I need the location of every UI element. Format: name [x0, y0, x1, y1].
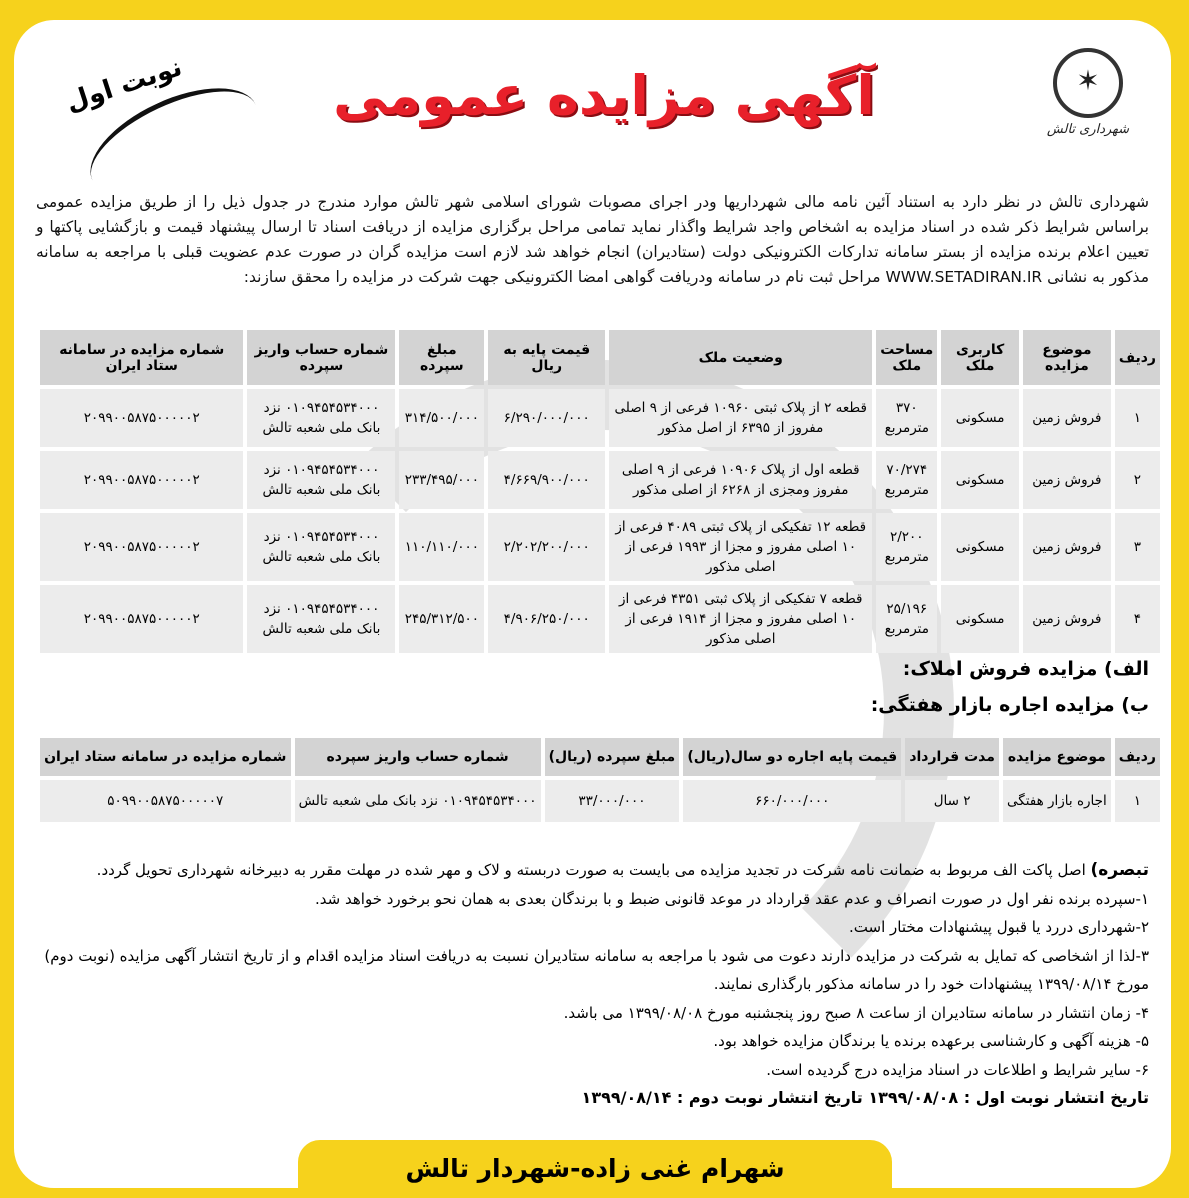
column-header: شماره مزایده در سامانه ستاد ایران	[40, 738, 291, 776]
column-header: مدت قرارداد	[905, 738, 999, 776]
cell-account: ۰۱۰۹۴۵۴۵۳۴۰۰۰ نزد بانک ملی شعبه تالش	[247, 451, 395, 509]
cell-deposit: ۳۱۴/۵۰۰/۰۰۰	[399, 389, 484, 447]
cell-area: ۲۵/۱۹۶ مترمربع	[876, 585, 937, 653]
note-item: ۶- سایر شرایط و اطلاعات در اسناد مزایده درج گردیده است.	[766, 1060, 1149, 1079]
table-row	[40, 780, 1160, 822]
notes	[36, 856, 1149, 1113]
note-main	[36, 856, 1149, 885]
cell-price: ۴/۶۶۹/۹۰۰/۰۰۰	[488, 451, 605, 509]
table-row	[40, 585, 1160, 653]
cell-no: ۲	[1115, 451, 1160, 509]
cell-subject: فروش زمین	[1023, 389, 1111, 447]
cell-use: مسکونی	[941, 389, 1019, 447]
column-header: موضوع مزایده	[1003, 738, 1111, 776]
column-header: ردیف	[1115, 330, 1160, 385]
note-item: ۵- هزینه آگهی و کارشناسی برعهده برنده یا برندگان مزایده خواهد بود.	[713, 1032, 1149, 1050]
logo-text: شهرداری تالش	[1046, 122, 1130, 137]
cell-subject: فروش زمین	[1023, 585, 1111, 653]
note-label: تبصره)	[1090, 860, 1149, 880]
cell-auction-no: ۲۰۹۹۰۰۵۸۷۵۰۰۰۰۰۲	[40, 585, 243, 653]
column-header: موضوع مزایده	[1023, 330, 1111, 385]
cell-status: قطعه ۷ تفکیکی از پلاک ثبتی ۴۳۵۱ فرعی از ۱۰ اصلی مفروز و مجزا از ۱۹۱۴ فرعی از اصلی مذکور	[609, 585, 872, 653]
cell-use: مسکونی	[941, 451, 1019, 509]
column-header: مساحت ملک	[876, 330, 937, 385]
column-header: شماره مزایده در سامانه ستاد ایران	[40, 330, 243, 385]
cell-subject: فروش زمین	[1023, 451, 1111, 509]
page-title: آگهی مزایده عمومی	[333, 64, 875, 127]
note-item: ۴- زمان انتشار در سامانه ستادیران از ساعت ۸ صبح روز پنجشنبه مورخ ۱۳۹۹/۰۸/۰۸ می باشد.	[563, 1003, 1149, 1022]
column-header: مبلغ سپرده (ریال)	[545, 738, 680, 776]
cell-term: ۲ سال	[905, 780, 999, 822]
cell-area: ۲/۲۰۰ مترمربع	[876, 513, 937, 581]
cell-subject: فروش زمین	[1023, 513, 1111, 581]
column-header: قیمت پایه به ریال	[488, 330, 605, 385]
cell-use: مسکونی	[941, 585, 1019, 653]
municipality-logo	[1033, 48, 1143, 137]
cell-subject: اجاره بازار هفتگی	[1003, 780, 1111, 822]
note-item: ۱-سپرده برنده نفر اول در صورت انصراف و عدم عقد قرارداد در موعد قانونی ضبط و با برندگان بعدی به همان نحو برخورد خواهد شد.	[315, 889, 1149, 908]
column-header: کاربری ملک	[941, 330, 1019, 385]
note-item: ۲-شهرداری دررد یا قبول پیشنهادات مختار است.	[849, 918, 1149, 936]
cell-account: ۰۱۰۹۴۵۴۵۳۴۰۰۰ نزد بانک ملی شعبه تالش	[247, 513, 395, 581]
section-a-heading: الف) مزایده فروش املاک:	[902, 658, 1149, 680]
cell-auction-no: ۲۰۹۹۰۰۵۸۷۵۰۰۰۰۰۲	[40, 451, 243, 509]
cell-account: ۰۱۰۹۴۵۴۵۳۴۰۰۰ نزد بانک ملی شعبه تالش	[247, 585, 395, 653]
cell-use: مسکونی	[941, 513, 1019, 581]
intro-paragraph: شهرداری تالش در نظر دارد به استناد آئین نامه مالی شهرداریها ودر اجرای مصوبات شورای اسلامی شهر تالش موارد مندرج در جدول ذیل را از طریق مزایده عمومی براساس شرایط ذکر شده در اسناد مزایده به اشخاص واجد شرایط واگذار نماید تمامی مراحل برگزاری مزایده از دریافت اسناد تا ارسال پیشنهاد قیمت و بازگشایی پاکتها و تعیین اعلام برنده مزایده از بستر سامانه تدارکات الکترونیکی دولت (ستادیران) انجام خواهد شد لازم است مزایده گران در صورت عدم عضویت قبلی با مراجعه به سامانه مذکور به نشانی WWW.SETADIRAN.IR مراحل ثبت نام در سامانه ودریافت گواهی امضا الکترونیکی جهت شرکت در مزایده را محقق سازند:	[36, 193, 1149, 286]
column-header: مبلغ سپرده	[399, 330, 484, 385]
cell-no: ۳	[1115, 513, 1160, 581]
column-header: شماره حساب واریز سپرده	[295, 738, 541, 776]
cell-status: قطعه اول از پلاک ۱۰۹۰۶ فرعی از ۹ اصلی مفروز ومجزی از ۶۲۶۸ از اصلی مذکور	[609, 451, 872, 509]
cell-price: ۶/۲۹۰/۰۰۰/۰۰۰	[488, 389, 605, 447]
section-b-heading: ب) مزایده اجاره بازار هفتگی:	[870, 694, 1149, 716]
cell-area: ۳۷۰ مترمربع	[876, 389, 937, 447]
cell-account: ۰۱۰۹۴۵۴۵۳۴۰۰۰ نزد بانک ملی شعبه تالش	[247, 389, 395, 447]
cell-area: ۷۰/۲۷۴ مترمربع	[876, 451, 937, 509]
emblem-icon	[1053, 48, 1123, 118]
table-row	[40, 389, 1160, 447]
table-row	[40, 451, 1160, 509]
ad-frame	[14, 20, 1171, 1188]
cell-auction-no: ۵۰۹۹۰۰۵۸۷۵۰۰۰۰۰۷	[40, 780, 291, 822]
cell-no: ۱	[1115, 389, 1160, 447]
column-header: قیمت پایه اجاره دو سال(ریال)	[683, 738, 901, 776]
round-label: نوبت اول	[62, 52, 186, 118]
footer-signature: شهرام غنی زاده-شهردار تالش	[298, 1140, 892, 1188]
cell-status: قطعه ۲ از پلاک ثبتی ۱۰۹۶۰ فرعی از ۹ اصلی مفروز از ۶۳۹۵ از اصل مذکور	[609, 389, 872, 447]
market-rent-table	[36, 734, 1164, 826]
column-header: ردیف	[1115, 738, 1160, 776]
cell-account: ۰۱۰۹۴۵۴۵۳۴۰۰۰ نزد بانک ملی شعبه تالش	[295, 780, 541, 822]
cell-deposit: ۱۱۰/۱۱۰/۰۰۰	[399, 513, 484, 581]
cell-price: ۴/۹۰۶/۲۵۰/۰۰۰	[488, 585, 605, 653]
property-sale-table	[36, 326, 1164, 657]
column-header: شماره حساب واریز سپرده	[247, 330, 395, 385]
cell-price: ۶۶۰/۰۰۰/۰۰۰	[683, 780, 901, 822]
cell-no: ۴	[1115, 585, 1160, 653]
cell-deposit: ۲۴۵/۳۱۲/۵۰۰	[399, 585, 484, 653]
cell-price: ۲/۲۰۲/۲۰۰/۰۰۰	[488, 513, 605, 581]
column-header: وضعیت ملک	[609, 330, 872, 385]
cell-no: ۱	[1115, 780, 1160, 822]
note-item: ۳-لذا از اشخاصی که تمایل به شرکت در مزایده دارند دعوت می شود با مراجعه به سامانه ستادیران نسبت به دریافت اسناد مزایده اقدام و از تاریخ انتشار آگهی مزایده (نوبت دوم) مورخ ۱۳۹۹/۰۸/۱۴ پیشنهادات خود را در سامانه مذکور بارگذاری نمایند.	[44, 946, 1149, 993]
cell-auction-no: ۲۰۹۹۰۰۵۸۷۵۰۰۰۰۰۲	[40, 389, 243, 447]
cell-auction-no: ۲۰۹۹۰۰۵۸۷۵۰۰۰۰۰۲	[40, 513, 243, 581]
publication-dates: تاریخ انتشار نوبت اول : ۱۳۹۹/۰۸/۰۸ تاریخ انتشار نوبت دوم : ۱۳۹۹/۰۸/۱۴	[581, 1088, 1149, 1107]
table-row	[40, 513, 1160, 581]
note-text: اصل پاکت الف مربوط به ضمانت نامه شرکت در تجدید مزایده می بایست به صورت دربسته و لاک و مهر شده در مهلت مقرر به دبیرخانه شهرداری تحویل گردد.	[96, 861, 1086, 879]
cell-deposit: ۲۳۳/۴۹۵/۰۰۰	[399, 451, 484, 509]
cell-status: قطعه ۱۲ تفکیکی از پلاک ثبتی ۴۰۸۹ فرعی از ۱۰ اصلی مفروز و مجزا از ۱۹۹۳ فرعی از اصلی مذکور	[609, 513, 872, 581]
cell-deposit: ۳۳/۰۰۰/۰۰۰	[545, 780, 680, 822]
